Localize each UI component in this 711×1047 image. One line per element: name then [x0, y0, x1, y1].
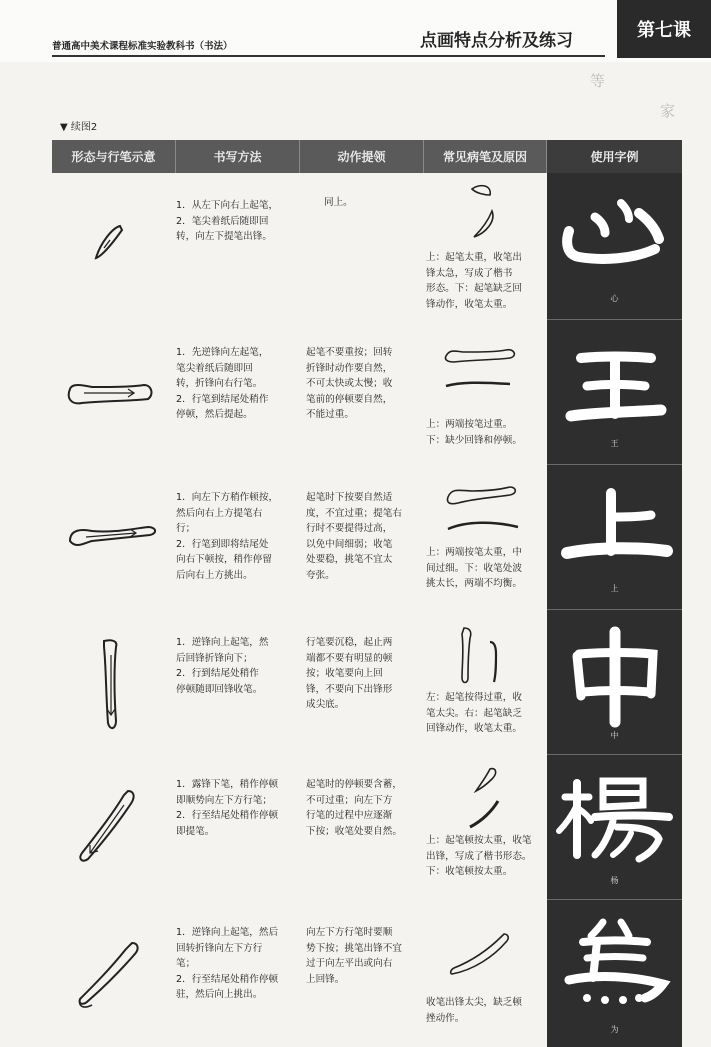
action-cell	[324, 195, 436, 211]
method-line: 转，折锋向右行笔。	[176, 378, 263, 389]
action-line: 同上。	[324, 197, 353, 208]
action-line: 端都不要有明显的顿	[306, 652, 393, 664]
faults-line: 上：两端按笔过重。	[426, 419, 513, 430]
table-row	[52, 610, 682, 755]
action-line: 不可太快或太慢；收	[306, 378, 393, 389]
action-line: 势下按；挑笔出锋不宜	[306, 942, 402, 954]
table-row	[52, 173, 682, 320]
method-line: 即顺势向左下方行笔；	[176, 794, 272, 806]
column-header-faults: 常见病笔及原因	[424, 140, 547, 173]
stroke-diagram-hook	[70, 935, 150, 1015]
action-line: 不能过重。	[306, 409, 354, 420]
action-line: 行笔的过程中应逐渐	[306, 810, 393, 821]
action-line: 折锋时动作要自然，	[306, 362, 393, 374]
method-line: 1．向左下方稍作顿按，	[176, 492, 279, 503]
faults-cell	[426, 833, 546, 880]
faults-line: 收笔出锋太尖，缺乏顿	[426, 997, 522, 1008]
example-caption: 上	[610, 584, 619, 593]
fault-stroke-diagram	[460, 763, 510, 833]
method-line: 2．行至结尾处稍作停顿	[176, 810, 279, 821]
faults-line: 笔太尖。右：起笔缺乏	[426, 707, 522, 719]
method-cell	[176, 635, 292, 697]
method-line: 1．逆锋向上起笔，然	[176, 637, 269, 648]
faults-line: 左：起笔按得过重，收	[426, 692, 522, 703]
method-line: 行；	[176, 523, 196, 534]
action-line: 上回锋。	[306, 973, 345, 985]
method-line: 然后向右上方提笔右	[176, 507, 263, 519]
method-line: 1．先逆锋向左起笔，	[176, 347, 269, 358]
table-row	[52, 465, 682, 610]
faults-line: 挫动作。	[426, 1012, 465, 1024]
faults-cell	[426, 417, 546, 448]
section-title: 点画特点分析及练习	[420, 31, 573, 51]
column-header-action: 动作提领	[300, 140, 424, 173]
method-line: 1．从左下向右上起笔，	[176, 200, 279, 211]
action-line: 不可过重；向左下方	[306, 794, 393, 806]
method-line: 即提笔。	[176, 825, 215, 837]
stroke-diagram-horizontal	[62, 375, 157, 415]
stroke-diagram-vertical	[92, 635, 132, 735]
action-line: 向左下方行笔时要顺	[306, 927, 393, 938]
action-line: 行时不要提得过高，	[306, 523, 393, 534]
action-line: 夸张。	[306, 569, 335, 581]
faults-line: 回锋动作，收笔太重。	[426, 723, 522, 734]
faults-line: 锋太急，写成了楷书	[426, 267, 513, 279]
method-line: 1．露锋下笔，稍作停顿	[176, 779, 279, 790]
example-caption: 杨	[610, 876, 619, 885]
method-line: 停顿，然后提起。	[176, 409, 253, 420]
action-cell	[306, 635, 418, 713]
action-line: 起笔不要重按；回转	[306, 347, 393, 358]
bleed-through-text: 家	[660, 102, 676, 120]
action-line: 度，不宜过重；提笔右	[306, 507, 402, 519]
method-line: 回转折锋向左下方行	[176, 942, 263, 954]
action-line: 起笔时的停顿要含蓄，	[306, 779, 402, 790]
method-line: 笔尖着纸后随即回	[176, 362, 253, 374]
action-line: 处要稳，挑笔不宜太	[306, 554, 393, 565]
table-row	[52, 320, 682, 465]
action-line: 笔前的停顿要自然，	[306, 393, 393, 405]
method-line: 笔；	[176, 958, 196, 969]
method-line: 2．笔尖着纸后随即回	[176, 215, 269, 227]
faults-line: 上：起笔顿按太重，收笔	[426, 835, 532, 846]
method-cell	[176, 777, 292, 839]
faults-line: 下：收笔顿按太重。	[426, 866, 513, 877]
faults-cell	[426, 995, 546, 1026]
stroke-diagram-dot	[82, 218, 142, 278]
faults-line: 下：缺少回锋和停顿。	[426, 434, 522, 446]
column-header-example: 使用字例	[547, 140, 682, 173]
page-header	[0, 0, 711, 62]
fault-stroke-diagram	[462, 181, 512, 241]
action-cell	[306, 345, 418, 423]
book-title: 普通高中美术课程标准实验教科书（书法）	[52, 41, 233, 52]
example-character-cell	[547, 610, 682, 755]
column-header-shape: 形态与行笔示意	[52, 140, 176, 173]
method-line: 2．行到结尾处稍作	[176, 668, 259, 679]
faults-cell	[426, 250, 546, 312]
fault-stroke-diagram	[442, 479, 522, 539]
table-row	[52, 900, 682, 1047]
method-cell	[176, 198, 292, 245]
faults-cell	[426, 690, 546, 737]
method-cell	[176, 345, 292, 423]
action-cell	[306, 925, 418, 987]
action-line: 起笔时下按要自然适	[306, 492, 393, 503]
method-line: 后回锋折锋向下；	[176, 652, 253, 664]
method-line: 2．行至结尾处稍作停顿	[176, 973, 279, 985]
action-line: 以免中间细弱；收笔	[306, 538, 393, 550]
action-line: 按；收笔要向上回	[306, 668, 383, 679]
method-line: 后向右上方挑出。	[176, 569, 253, 581]
action-line: 成尖底。	[306, 699, 345, 710]
faults-line: 出锋，写成了楷书形态。	[426, 850, 532, 862]
method-line: 向右下顿按，稍作停留	[176, 554, 272, 565]
faults-line: 上：起笔太重，收笔出	[426, 252, 522, 263]
faults-line: 间过细。下：收笔处波	[426, 562, 522, 574]
faults-line: 锋动作，收笔太重。	[426, 298, 513, 310]
action-line: 过于向左平出或向右	[306, 958, 393, 969]
method-line: 2．行笔到即将结尾处	[176, 538, 269, 550]
action-line: 行笔要沉稳，起止两	[306, 637, 393, 648]
example-character-cell	[547, 900, 682, 1047]
faults-line: 形态。下：起笔缺乏回	[426, 283, 522, 294]
stroke-diagram-left-falling	[74, 785, 144, 870]
fault-stroke-diagram	[454, 624, 514, 688]
action-line: 下按；收笔处要自然。	[306, 825, 402, 837]
table-row	[52, 755, 682, 900]
faults-line: 挑太长，两端不均衡。	[426, 578, 522, 589]
example-character-cell	[547, 465, 682, 610]
example-character-cell	[547, 173, 682, 320]
action-cell	[306, 490, 418, 583]
fault-stroke-diagram	[440, 340, 520, 400]
action-cell	[306, 777, 418, 839]
bleed-through-text: 等	[590, 72, 606, 90]
example-character-cell	[547, 755, 682, 900]
method-cell	[176, 925, 292, 1003]
method-line: 驻，然后向上挑出。	[176, 989, 263, 1000]
column-header-method: 书写方法	[176, 140, 300, 173]
figure-label: ▼ 续图2	[60, 122, 98, 133]
lesson-badge: 第七课	[617, 0, 711, 58]
example-caption: 中	[610, 731, 619, 740]
method-line: 1．逆锋向上起笔，然后	[176, 927, 279, 938]
example-character-cell	[547, 320, 682, 465]
header-rule	[52, 55, 605, 57]
table-header	[52, 140, 682, 173]
method-cell	[176, 490, 292, 583]
fault-stroke-diagram	[444, 930, 514, 980]
action-line: 锋，不要向下出锋形	[306, 683, 393, 695]
faults-line: 上：两端按笔太重，中	[426, 547, 522, 558]
stroke-diagram-wave	[62, 515, 162, 560]
faults-cell	[426, 545, 546, 592]
method-line: 2．行笔到结尾处稍作	[176, 393, 269, 405]
method-line: 停顿随即回锋收笔。	[176, 683, 263, 695]
example-caption: 为	[610, 1025, 619, 1034]
example-caption: 王	[610, 439, 619, 448]
example-caption: 心	[610, 294, 619, 303]
method-line: 转，向左下提笔出锋。	[176, 231, 272, 242]
